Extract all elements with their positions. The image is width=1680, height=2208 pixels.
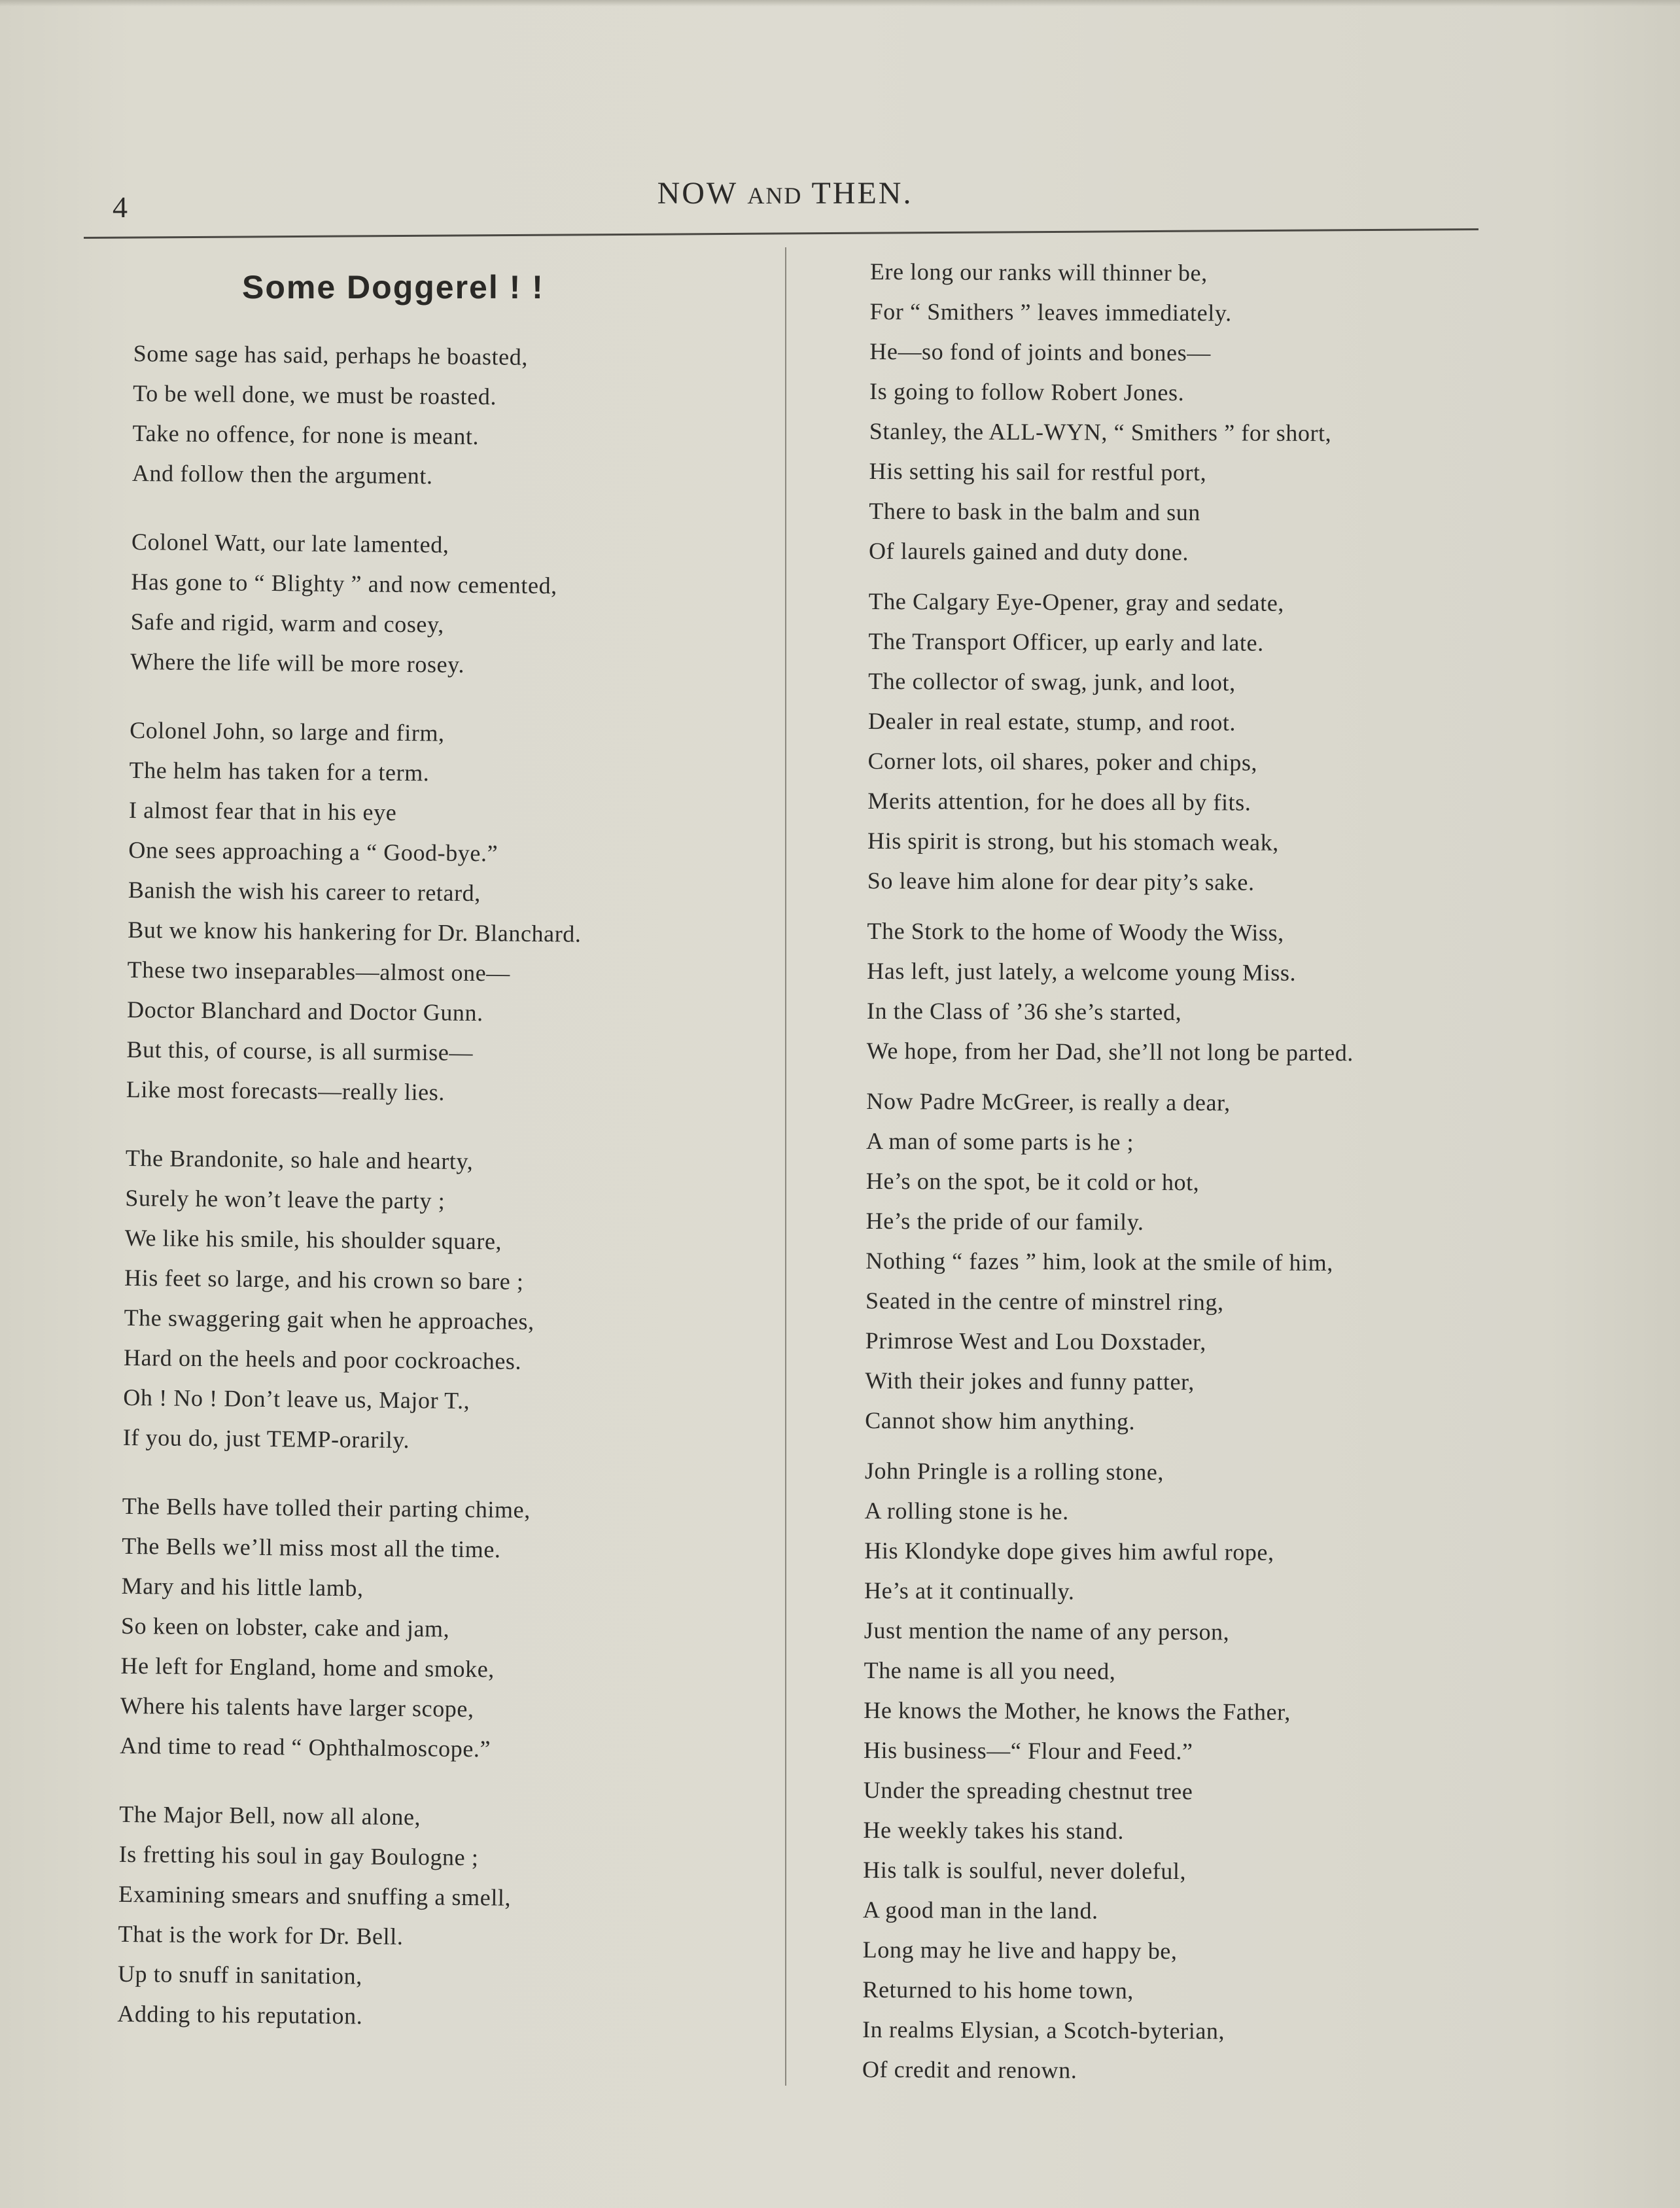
running-head-now: NOW [657, 176, 738, 211]
poem-line: A man of some parts is he ; [866, 1127, 1134, 1155]
poem-line: The helm has taken for a term. [129, 756, 430, 786]
poem-left-column [117, 334, 761, 2040]
poem-line: John Pringle is a rolling stone, [864, 1457, 1164, 1485]
poem-line: His Klondyke dope gives him awful rope, [864, 1537, 1274, 1566]
poem-line: He—so fond of joints and bones— [869, 338, 1211, 366]
stanza [862, 1451, 1493, 2092]
poem-line: Merits attention, for he does all by fits. [867, 787, 1251, 816]
poem-line: The Bells we’ll miss most all the time. [122, 1532, 501, 1563]
poem-line: That is the work for Dr. Bell. [118, 1920, 404, 1950]
poem-line: Like most forecasts—really lies. [126, 1076, 446, 1106]
poem-line: There to bask in the balm and sun [869, 497, 1201, 526]
poem-line: A rolling stone is he. [864, 1497, 1069, 1525]
poem-line: Seated in the centre of minstrel ring, [865, 1287, 1224, 1316]
poem-line: Is fretting his soul in gay Boulogne ; [118, 1840, 479, 1871]
poem-line: He’s the pride of our family. [866, 1207, 1144, 1235]
poem-line: So leave him alone for dear pity’s sake. [867, 867, 1255, 896]
poem-line: Stanley, the ALL-WYN, “ Smithers ” for short, [869, 417, 1332, 447]
poem-line: Just mention the name of any person, [864, 1617, 1230, 1645]
poem-line: He’s on the spot, be it cold or hot, [866, 1167, 1200, 1196]
poem-line: He’s at it continually. [864, 1577, 1075, 1605]
poem-line: Take no offence, for none is meant. [132, 419, 480, 450]
running-head-and: AND [747, 183, 803, 209]
poem-line: Where his talents have larger scope, [120, 1692, 474, 1723]
poem-line: Has gone to “ Blighty ” and now cemented, [131, 568, 557, 599]
poem-line: His talk is soulful, never doleful, [863, 1856, 1187, 1885]
poem-line: Of laurels gained and duty done. [868, 537, 1189, 566]
stanza [120, 1486, 750, 1772]
poem-line: Returned to his home town, [862, 1976, 1134, 2004]
stanza [126, 710, 758, 1115]
poem-line: Colonel John, so large and firm, [129, 716, 445, 746]
poem-line: Is going to follow Robert Jones. [869, 377, 1185, 406]
poem-line: Of credit and renown. [862, 2056, 1077, 2084]
poem-line: A good man in the land. [862, 1896, 1098, 1924]
poem-line: We hope, from her Dad, she’ll not long be parted. [866, 1037, 1354, 1066]
poem-line: Cannot show him anything. [865, 1407, 1136, 1435]
poem-line: His setting his sail for restful port, [869, 457, 1207, 486]
stanza [867, 582, 1497, 903]
poem-line: Now Padre McGreer, is really a dear, [866, 1087, 1231, 1116]
poem-line: The Calgary Eye-Opener, gray and sedate, [868, 587, 1285, 616]
poem-line: And follow then the argument. [131, 459, 433, 489]
poem-line: Nothing “ fazes ” him, look at the smile of him, [866, 1247, 1334, 1276]
poem-line: Doctor Blanchard and Doctor Gunn. [126, 996, 483, 1026]
poem-line: One sees approaching a “ Good-bye.” [128, 836, 499, 867]
poem-line: The swaggering gait when he approaches, [124, 1304, 534, 1335]
poem-line: Oh ! No ! Don’t leave us, Major T., [123, 1384, 470, 1414]
poem-line: But we know his hankering for Dr. Blanchard. [128, 916, 582, 947]
poem-line: To be well done, we must be roasted. [132, 379, 497, 410]
running-head-then: THEN. [811, 176, 913, 211]
poem-line: In the Class of ’36 she’s started, [866, 997, 1182, 1026]
poem-line: So keen on lobster, cake and jam, [120, 1612, 450, 1642]
poem-line: Surely he won’t leave the party ; [125, 1184, 446, 1214]
stanza [869, 252, 1498, 574]
poem-line: He knows the Mother, he knows the Father, [864, 1696, 1291, 1725]
poem-line: Under the spreading chestnut tree [863, 1776, 1193, 1805]
poem-line: Long may he live and happy be, [862, 1936, 1178, 1965]
poem-line: For “ Smithers ” leaves immediately. [869, 298, 1232, 326]
poem-line: Banish the wish his career to retard, [128, 876, 481, 907]
poem-line: We like his smile, his shoulder square, [124, 1224, 502, 1255]
poem-title: Some Doggerel ! ! [242, 269, 544, 306]
poem-line: I almost fear that in his eye [128, 796, 397, 826]
page-number: 4 [113, 190, 128, 224]
poem-line: With their jokes and funny patter, [865, 1367, 1195, 1395]
poem-line: In realms Elysian, a Scotch-byterian, [862, 2016, 1225, 2044]
poem-line: The Bells have tolled their parting chime, [122, 1492, 531, 1523]
poem-line: The Major Bell, now all alone, [119, 1800, 421, 1831]
poem-line: The name is all you need, [864, 1656, 1116, 1685]
stanza [130, 522, 760, 688]
running-head [589, 175, 981, 211]
stanza [867, 911, 1496, 1074]
poem-line: The collector of swag, junk, and loot, [868, 667, 1236, 696]
poem-line: These two inseparables—almost one— [127, 956, 511, 987]
page-top-edge [0, 0, 1680, 7]
poem-line: He weekly takes his stand. [863, 1816, 1125, 1844]
poem-line: If you do, just TEMP-orarily. [122, 1424, 410, 1454]
poem-line: Adding to his reputation. [117, 2000, 363, 2029]
poem-line: Some sage has said, perhaps he boasted, [133, 340, 529, 370]
poem-right-column [862, 252, 1498, 2092]
poem-line: He left for England, home and smoke, [120, 1652, 495, 1683]
poem-line: Up to snuff in sanitation, [117, 1960, 363, 1989]
poem-line: His business—“ Flour and Feed.” [863, 1736, 1193, 1765]
poem-line: Primrose West and Lou Doxstader, [865, 1327, 1206, 1356]
column-divider [785, 247, 786, 2086]
poem-line: Hard on the heels and poor cockroaches. [123, 1344, 522, 1375]
poem-line: Where the life will be more rosey. [130, 648, 465, 678]
poem-line: The Brandonite, so hale and hearty, [125, 1144, 474, 1175]
poem-line: Ere long our ranks will thinner be, [869, 258, 1208, 287]
poem-line: Safe and rigid, warm and cosey, [130, 608, 445, 638]
poem-line: Has left, just lately, a welcome young Miss. [867, 957, 1297, 986]
poem-line: Dealer in real estate, stump, and root. [867, 707, 1236, 736]
stanza [865, 1081, 1494, 1443]
poem-line: The Stork to the home of Woody the Wiss, [867, 917, 1284, 946]
poem-line: Mary and his little lamb, [121, 1572, 364, 1602]
poem-line: His feet so large, and his crown so bare ; [124, 1264, 524, 1295]
poem-line: Colonel Watt, our late lamented, [131, 528, 449, 558]
poem-line: Examining smears and snuffing a smell, [118, 1880, 512, 1911]
poem-line: But this, of course, is all surmise— [126, 1036, 474, 1066]
poem-line: His spirit is strong, but his stomach weak, [867, 827, 1279, 856]
stanza [132, 334, 761, 499]
stanza [117, 1795, 747, 2040]
poem-line: The Transport Officer, up early and late. [868, 627, 1264, 656]
poem-line: And time to read “ Ophthalmoscope.” [120, 1732, 491, 1762]
stanza [123, 1138, 754, 1463]
poem-line: Corner lots, oil shares, poker and chips, [867, 747, 1258, 776]
header-rule [84, 228, 1479, 239]
